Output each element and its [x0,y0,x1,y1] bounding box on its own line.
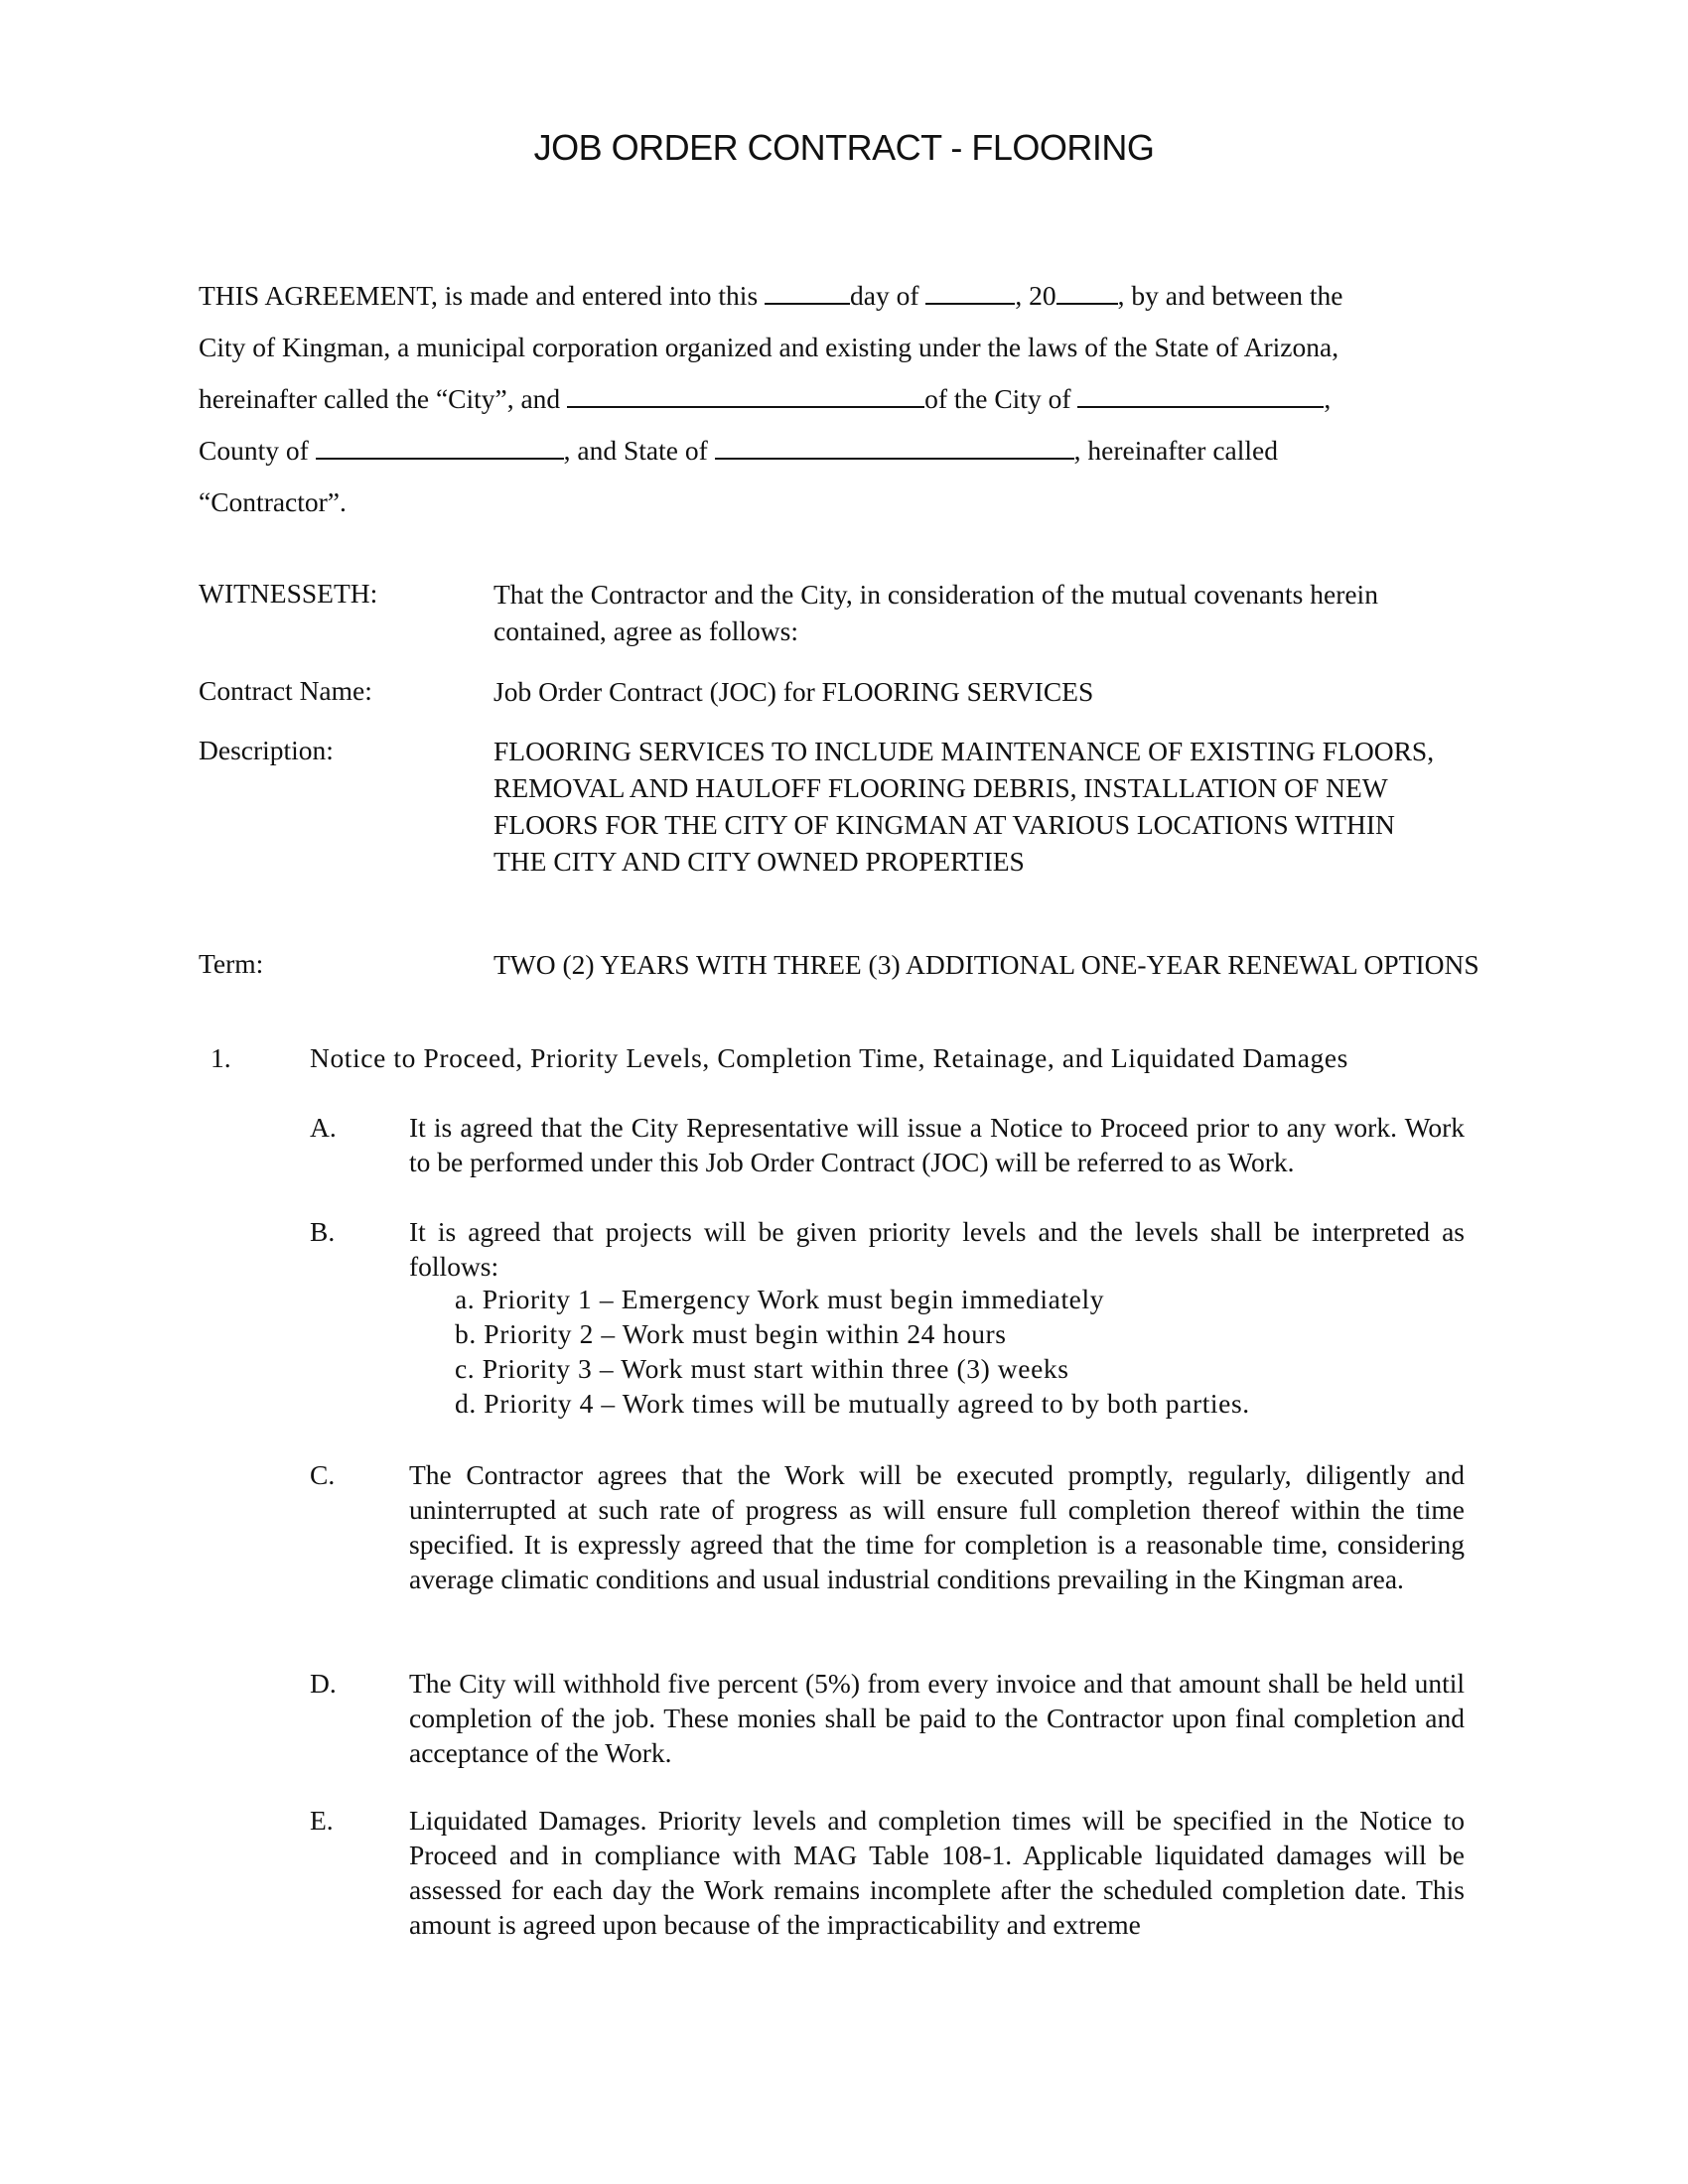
priority-item-2: b. Priority 2 – Work must begin within 24 hours [455,1318,1007,1349]
item-a-text: It is agreed that the City Representative will issue a Notice to Proceed prior to any work. Work to be performed under this Job Order Contract (JOC) will be referred to as Work. [409,1112,1465,1177]
description-label: Description: [199,735,334,765]
contract-name-text: Job Order Contract (JOC) for FLOORING SERVICES [493,676,1094,707]
priority-item-4: d. Priority 4 – Work times will be mutually agreed to by both parties. [455,1388,1250,1419]
priority-item-1: a. Priority 1 – Emergency Work must begin immediately [455,1284,1105,1314]
witnesseth-text: That the Contractor and the City, in consideration of the mutual covenants herein contained, agree as follows: [493,579,1378,646]
section-number: 1. [211,1042,231,1073]
contract-name-label: Contract Name: [199,675,372,706]
year-blank [1056,281,1118,305]
intro-line-5: “Contractor”. [199,486,347,517]
intro-line-1: THIS AGREEMENT, is made and entered into this day of , 20 , by and between the [199,280,1343,311]
intro-line-4: County of , and State of , hereinafter called [199,435,1278,466]
description-text: FLOORING SERVICES TO INCLUDE MAINTENANCE OF EXISTING FLOORS, REMOVAL AND HAULOFF FLOORING DEBRIS, INSTALLATION OF NEW FLOORS FOR THE CITY OF KINGMAN AT VARIOUS LOCATIONS WITHIN THE CITY AND CITY OWNED PROPERTIES [493,736,1435,877]
day-blank [765,281,850,305]
item-letter-d: D. [310,1668,337,1699]
item-letter-a: A. [310,1112,337,1143]
month-blank [925,281,1015,305]
priority-item-3: c. Priority 3 – Work must start within three (3) weeks [455,1353,1069,1384]
intro-line-2: City of Kingman, a municipal corporation organized and existing under the laws of the State of Arizona, [199,332,1339,362]
intro-line-3: hereinafter called the “City”, and of the City of , [199,383,1332,414]
item-d-text: The City will withhold five percent (5%) from every invoice and that amount shall be held until completion of the job. These monies shall be paid to the Contractor upon final completion and acceptance of the Work. [409,1668,1465,1768]
term-text: TWO (2) YEARS WITH THREE (3) ADDITIONAL ONE-YEAR RENEWAL OPTIONS [493,949,1479,980]
item-b-text: It is agreed that projects will be given priority levels and the levels shall be interpreted as follows: [409,1216,1465,1282]
section-heading: Notice to Proceed, Priority Levels, Completion Time, Retainage, and Liquidated Damages [310,1042,1348,1073]
city-blank [1077,384,1324,408]
item-e-text: Liquidated Damages. Priority levels and completion times will be specified in the Notice to Proceed and in compliance with MAG Table 108-1. Applicable liquidated damages will be assessed for each day the Work remains incomplete after the scheduled completion date. This amount is agreed upon because of the impracticability and extreme [409,1805,1465,1940]
item-c-text: The Contractor agrees that the Work will be executed promptly, regularly, diligently and uninterrupted at such rate of progress as will ensure full completion thereof within the time specified. It is expressly agreed that the time for completion is a reasonable time, considering average climatic conditions and usual industrial conditions prevailing in the Kingman area. [409,1459,1465,1594]
item-letter-b: B. [310,1216,336,1247]
item-letter-c: C. [310,1459,336,1490]
witnesseth-label: WITNESSETH: [199,578,378,609]
term-label: Term: [199,948,264,979]
state-blank [715,436,1074,460]
document-title: JOB ORDER CONTRACT - FLOORING [533,127,1155,168]
item-letter-e: E. [310,1805,334,1836]
county-blank [316,436,564,460]
contractor-name-blank [567,384,924,408]
